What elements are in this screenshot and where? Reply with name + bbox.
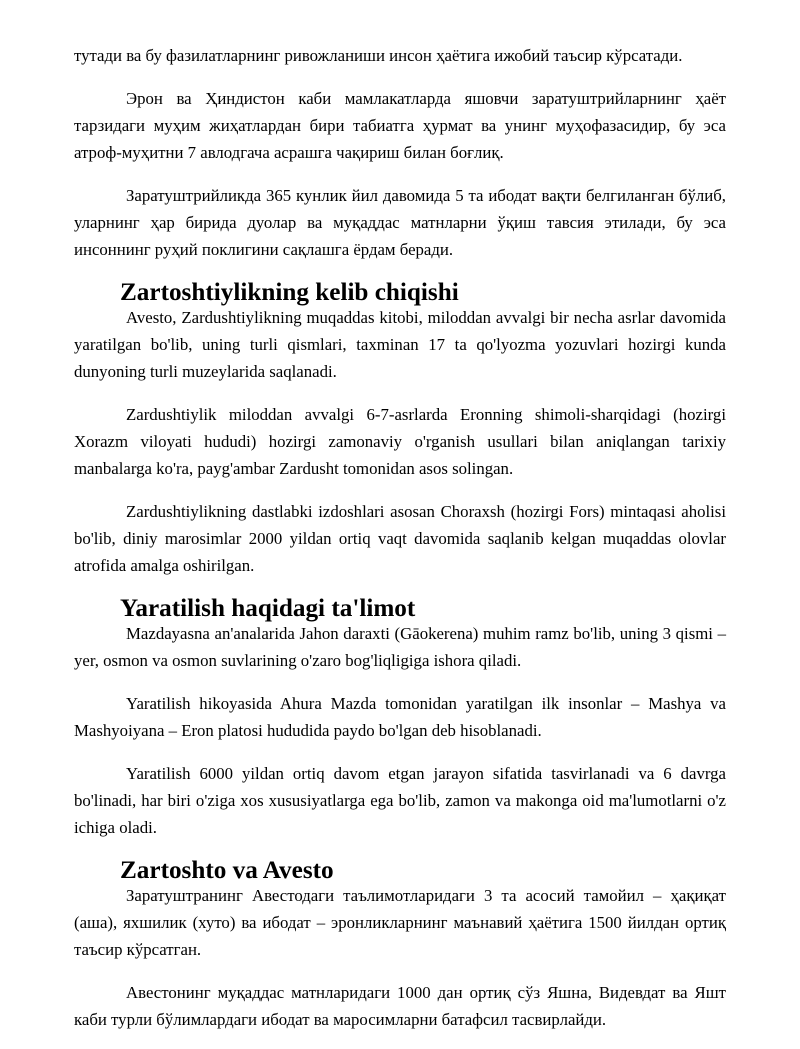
paragraph-world-tree: Mazdayasna an'analarida Jahon daraxti (Gāokerena) muhim ramz bo'lib, uning 3 qismi – yer, osmon va osmon suvlarining o'zaro bog'liqligiga ishora qiladi. [74, 624, 726, 670]
section-heading-creation: Yaratilish haqidagi ta'limot [120, 595, 416, 622]
section-heading-origins: Zartoshtiylikning kelib chiqishi [120, 279, 459, 306]
paragraph-three-principles: Заратуштранинг Авестодаги таълимотларидаги 3 та асосий тамойил – ҳақиқат (аша), яхшилик (хуто) ва ибодат – эронликларнинг маънавий ҳаётига 1500 йилдан ортиқ таъсир кўрсатган. [74, 886, 726, 959]
paragraph-zardusht-founding: Zardushtiylik miloddan avvalgi 6-7-asrlarda Eronning shimoli-sharqidagi (hozirgi Xorazm viloyati hududi) hozirgi zamonaviy o'rganish usullari bilan aniqlangan tarixiy manbalarga ko'ra, payg'ambar Zardusht tomonidan asos solingan. [74, 405, 726, 478]
section-heading-zartoshto-avesto: Zartoshto va Avesto [120, 857, 334, 884]
paragraph-avesto-book: Avesto, Zardushtiylikning muqaddas kitobi, miloddan avvalgi bir necha asrlar davomida yaratilgan bo'lib, uning turli qismlari, taxminan 17 ta qo'lyozma yozuvlari hozirgi kunda dunyoning turli muzeylarida saqlanadi. [74, 308, 726, 381]
paragraph-zoroastrian-nature: Эрон ва Ҳиндистон каби мамлакатларда яшовчи заратуштрийларнинг ҳаёт тарзидаги муҳим жиҳатлардан бири табиатга ҳурмат ва унинг муҳофазасидир, бу эса атроф-муҳитни 7 авлодгача асрашга чақириш билан боғлиқ. [74, 89, 726, 162]
paragraph-early-followers: Zardushtiylikning dastlabki izdoshlari asosan Choraxsh (hozirgi Fors) mintaqasi aholisi bo'lib, diniy marosimlar 2000 yildan ortiq vaqt davomida saqlanib kelgan muqaddas olovlar atrofida amalga oshirilgan. [74, 502, 726, 575]
paragraph-prayer-times: Заратуштрийликда 365 кунлик йил давомида 5 та ибодат вақти белгиланган бўлиб, уларнинг ҳар бирида дуолар ва муқаддас матнларни ўқиш тавсия этилади, бу эса инсоннинг руҳий поклигини сақлашга ёрдам беради. [74, 186, 726, 259]
paragraph-sacred-texts: Авестонинг муқаддас матнларидаги 1000 дан ортиқ сўз Яшна, Видевдат ва Яшт каби турли бўлимлардаги ибодат ва маросимларни батафсил тасвирлайди. [74, 983, 726, 1029]
document-page [74, 42, 726, 1049]
paragraph-intro-continuation: тутади ва бу фазилатларнинг ривожланиши инсон ҳаётига ижобий таъсир кўрсатади. [74, 46, 683, 65]
paragraph-creation-periods: Yaratilish 6000 yildan ortiq davom etgan jarayon sifatida tasvirlanadi va 6 davrga bo'linadi, har biri o'ziga xos xususiyatlarga ega bo'lib, zamon va makonga oid ma'lumotlarni o'z ichiga oladi. [74, 764, 726, 837]
paragraph-first-humans: Yaratilish hikoyasida Ahura Mazda tomonidan yaratilgan ilk insonlar – Mashya va Mashyoiyana – Eron platosi hududida paydo bo'lgan deb hisoblanadi. [74, 694, 726, 740]
